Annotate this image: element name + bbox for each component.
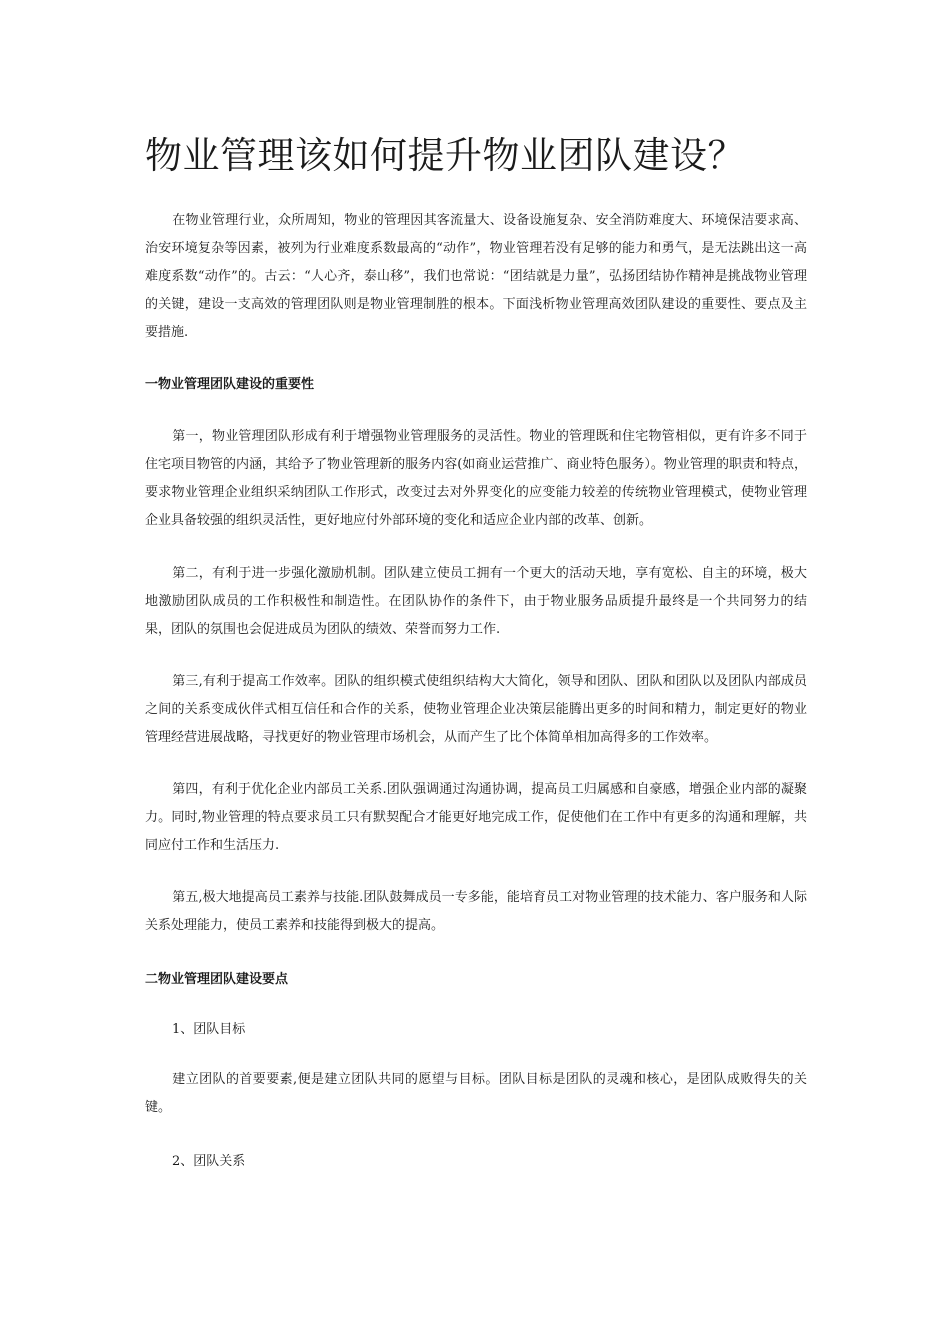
subheading-team-goal: 1、团队目标 (172, 1022, 246, 1037)
paragraph-importance-4: 第四，有利于优化企业内部员工关系.团队强调通过沟通协调，提高员工归属感和自豪感，增强企业内部的凝聚力。同时,物业管理的特点要求员工只有默契配合才能更好地完成工作，促使他们在工作中有更多的沟通和理解，共同应付工作和生活压力. (145, 782, 807, 853)
paragraph-importance-1: 第一，物业管理团队形成有利于增强物业管理服务的灵活性。物业的管理既和住宅物管相似，更有许多不同于住宅项目物管的内涵，其给予了物业管理新的服务内容(如商业运营推广、商业特色服务）。物业管理的职责和特点，要求物业管理企业组织采纳团队工作形式，改变过去对外界变化的应变能力较差的传统物业管理模式，使物业管理企业具备较强的组织灵活性，更好地应付外部环境的变化和适应企业内部的改革、创新。 (145, 429, 807, 528)
paragraph-importance-3: 第三,有利于提高工作效率。团队的组织模式使组织结构大大简化，领导和团队、团队和团队以及团队内部成员之间的关系变成伙伴式相互信任和合作的关系，使物业管理企业决策层能腾出更多的时间和精力，制定更好的物业管理经营进展战略，寻找更好的物业管理市场机会，从而产生了比个体简单相加高得多的工作效率。 (145, 674, 807, 745)
subheading-team-relationship: 2、团队关系 (172, 1154, 246, 1169)
intro-paragraph: 在物业管理行业，众所周知，物业的管理因其客流量大、设备设施复杂、安全消防难度大、环境保洁要求高、治安环境复杂等因素，被列为行业难度系数最高的“动作”，物业管理若没有足够的能力和勇气，是无法跳出这一高难度系数“动作”的。古云：“人心齐，泰山移”，我们也常说：“团结就是力量”，弘扬团结协作精神是挑战物业管理的关键，建设一支高效的管理团队则是物业管理制胜的根本。下面浅析物业管理高效团队建设的重要性、要点及主要措施. (145, 213, 807, 340)
paragraph-importance-2: 第二，有利于进一步强化激励机制。团队建立使员工拥有一个更大的活动天地，享有宽松、自主的环境，极大地激励团队成员的工作积极性和制造性。在团队协作的条件下，由于物业服务品质提升最终是一个共同努力的结果，团队的氛围也会促进成员为团队的绩效、荣誉而努力工作. (145, 566, 807, 637)
paragraph-importance-5: 第五,极大地提高员工素养与技能.团队鼓舞成员一专多能，能培育员工对物业管理的技术能力、客户服务和人际关系处理能力，使员工素养和技能得到极大的提高。 (145, 890, 807, 933)
section-heading-key-points: 二物业管理团队建设要点 (145, 972, 289, 987)
document-title: 物业管理该如何提升物业团队建设？ (145, 134, 745, 177)
paragraph-team-goal: 建立团队的首要要素,便是建立团队共同的愿望与目标。团队目标是团队的灵魂和核心，是团队成败得失的关键。 (145, 1072, 807, 1115)
section-heading-importance: 一物业管理团队建设的重要性 (145, 377, 315, 392)
